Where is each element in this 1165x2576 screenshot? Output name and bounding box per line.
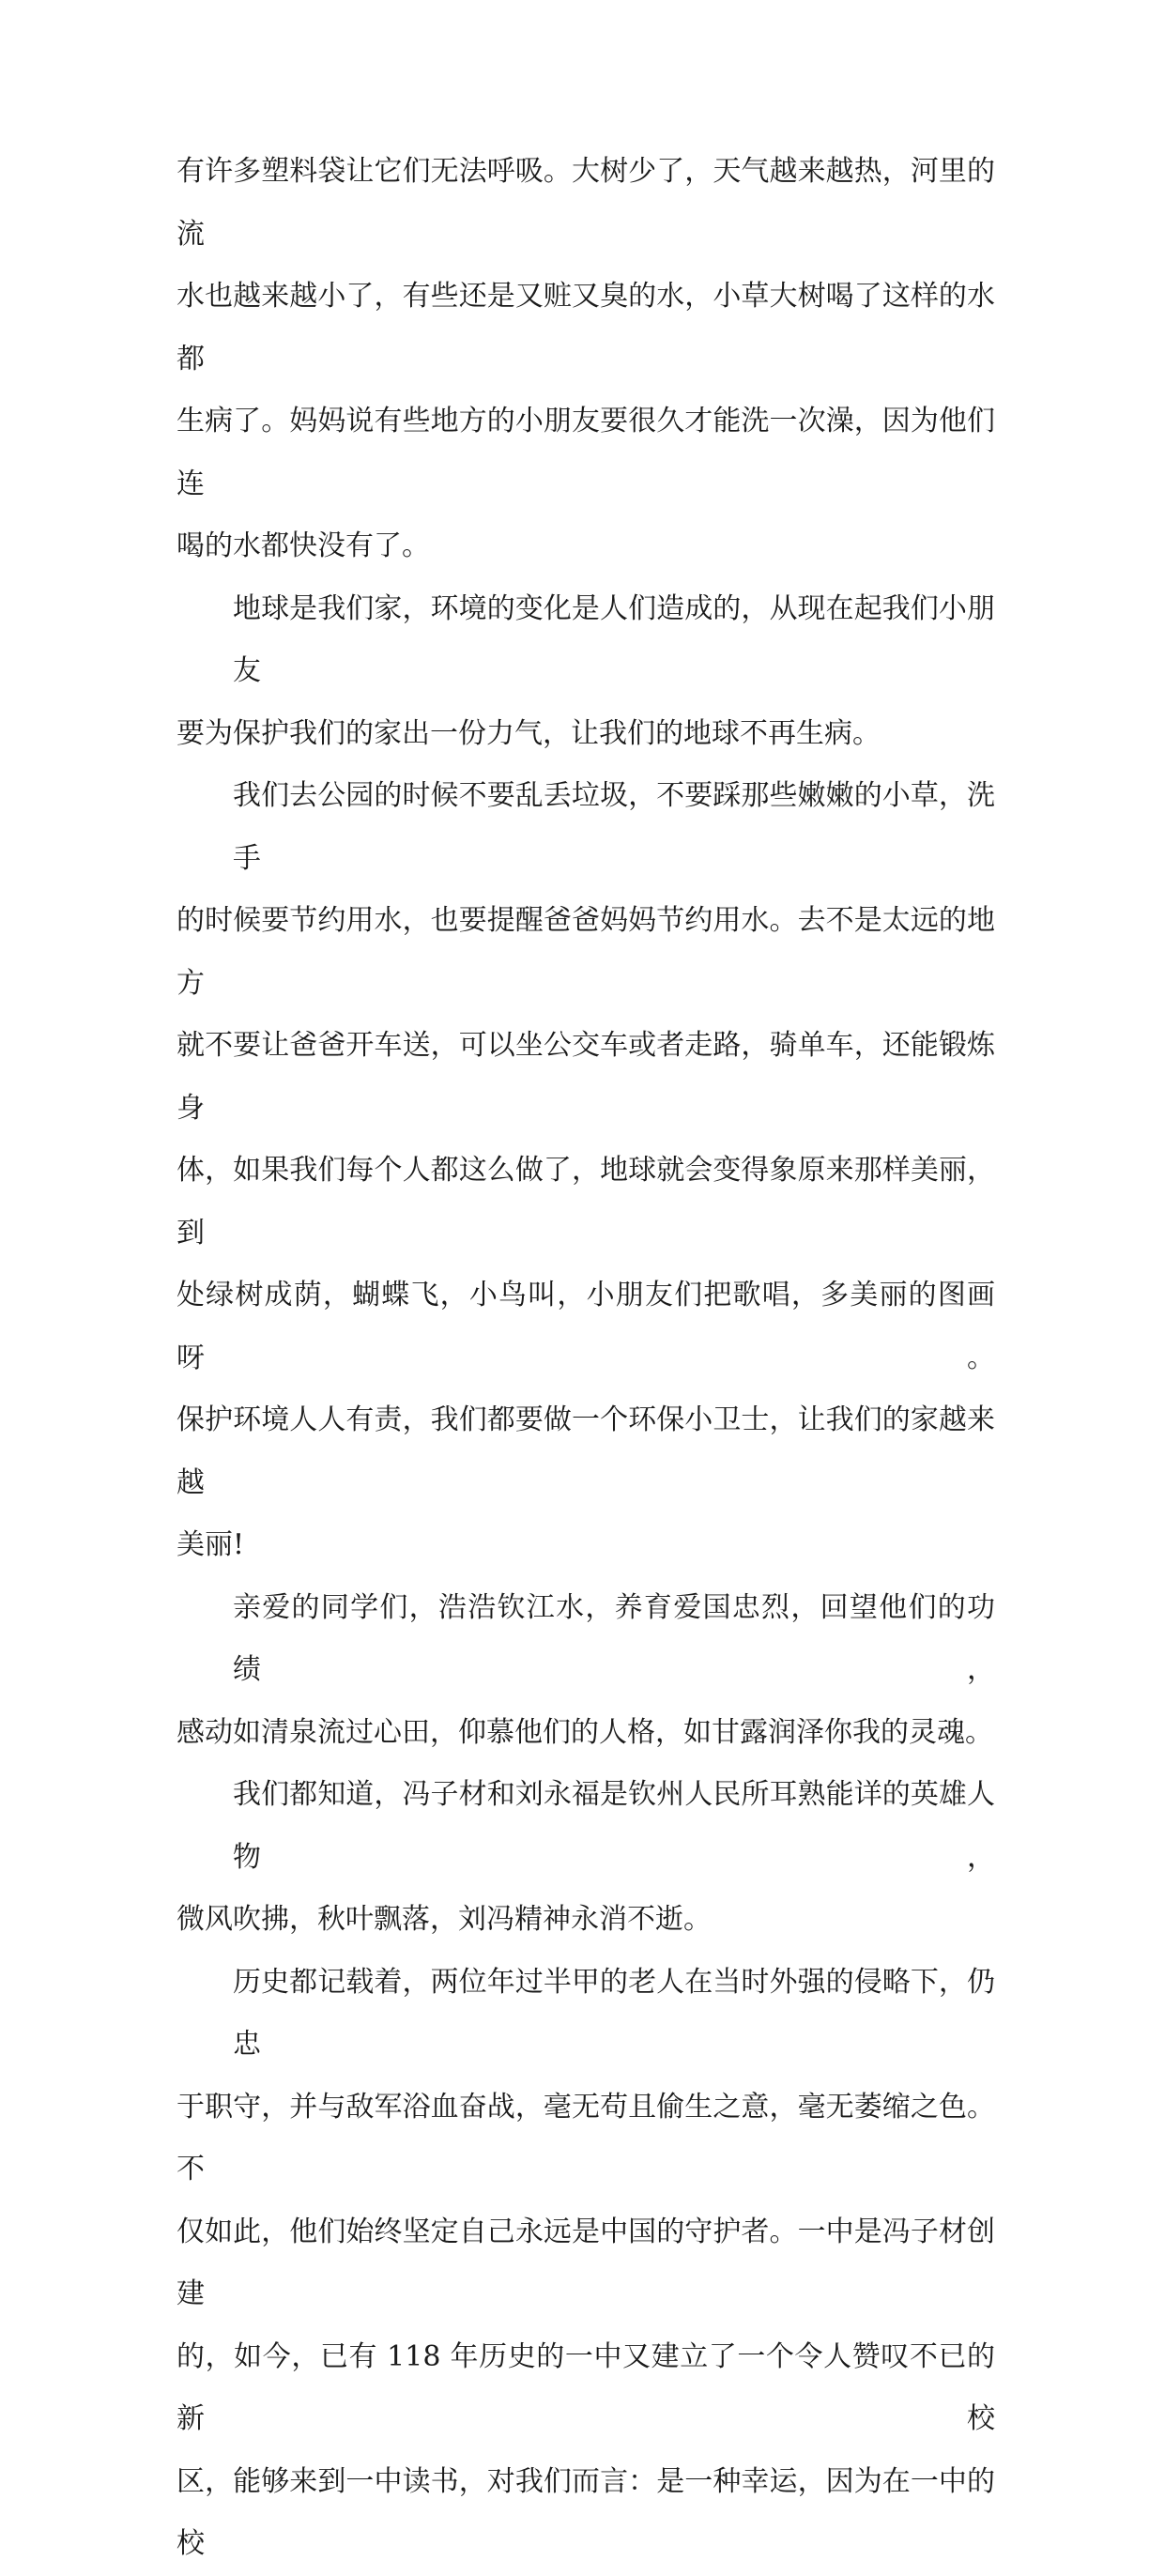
text-line: 处绿树成荫，蝴蝶飞，小鸟叫，小朋友们把歌唱，多美丽的图画呀。 (176, 1279, 995, 1374)
paragraph-2 (176, 578, 995, 766)
text-line: 我们去公园的时候不要乱丢垃圾，不要踩那些嫩嫩的小草，洗手 (233, 779, 995, 875)
text-line: 区，能够来到一中读书，对我们而言：是一种幸运，因为在一中的校 (176, 2464, 995, 2560)
paragraph-5 (176, 1764, 995, 1952)
text-line: 的时候要节约用水，也要提醒爸爸妈妈节约用水。去不是太远的地方 (176, 904, 995, 1000)
text-line: 感动如清泉流过心田，仰慕他们的人格，如甘露润泽你我的灵魂。 (176, 1715, 993, 1749)
text-line: 要为保护我们的家出一份力气，让我们的地球不再生病。 (176, 716, 881, 750)
paragraph-4 (176, 1577, 995, 1765)
text-line: 亲爱的同学们，浩浩钦江水，养育爱国忠烈，回望他们的功绩， (233, 1590, 995, 1686)
text-line: 喝的水都快没有了。 (176, 529, 430, 562)
paragraph-3 (176, 765, 995, 1577)
text-line: 地球是我们家，环境的变化是人们造成的，从现在起我们小朋友 (233, 591, 995, 687)
text-line: 有许多塑料袋让它们无法呼吸。大树少了，天气越来越热，河里的流 (176, 155, 995, 251)
text-line: 仅如此，他们始终坚定自己永远是中国的守护者。一中是冯子材创建 (176, 2215, 995, 2310)
paragraph-1 (176, 141, 995, 578)
text-line: 水也越来越小了，有些还是又赃又臭的水，小草大树喝了这样的水都 (176, 280, 995, 376)
text-line: 历史都记载着，两位年过半甲的老人在当时外强的侵略下，仍忠 (233, 1965, 995, 2061)
text-line: 生病了。妈妈说有些地方的小朋友要很久才能洗一次澡，因为他们连 (176, 405, 995, 500)
text-line: 的，如今，已有 118 年历史的一中又建立了一个令人赞叹不已的新校 (176, 2339, 995, 2435)
text-line: 我们都知道，冯子材和刘永福是钦州人民所耳熟能详的英雄人物， (233, 1778, 995, 1874)
text-line: 就不要让爸爸开车送，可以坐公交车或者走路，骑单车，还能锻炼身 (176, 1029, 995, 1125)
text-line: 体，如果我们每个人都这么做了，地球就会变得象原来那样美丽，到 (176, 1154, 995, 1250)
text-line: 保护环境人人有责，我们都要做一个环保小卫士，让我们的家越来越 (176, 1403, 995, 1499)
document-body (176, 141, 995, 2576)
paragraph-6 (176, 1952, 995, 2576)
text-line: 微风吹拂，秋叶飘落，刘冯精神永消不逝。 (176, 1903, 712, 1936)
text-line: 于职守，并与敌军浴血奋战，毫无苟且偷生之意，毫无萎缩之色。不 (176, 2090, 995, 2185)
text-line: 美丽! (176, 1528, 245, 1561)
